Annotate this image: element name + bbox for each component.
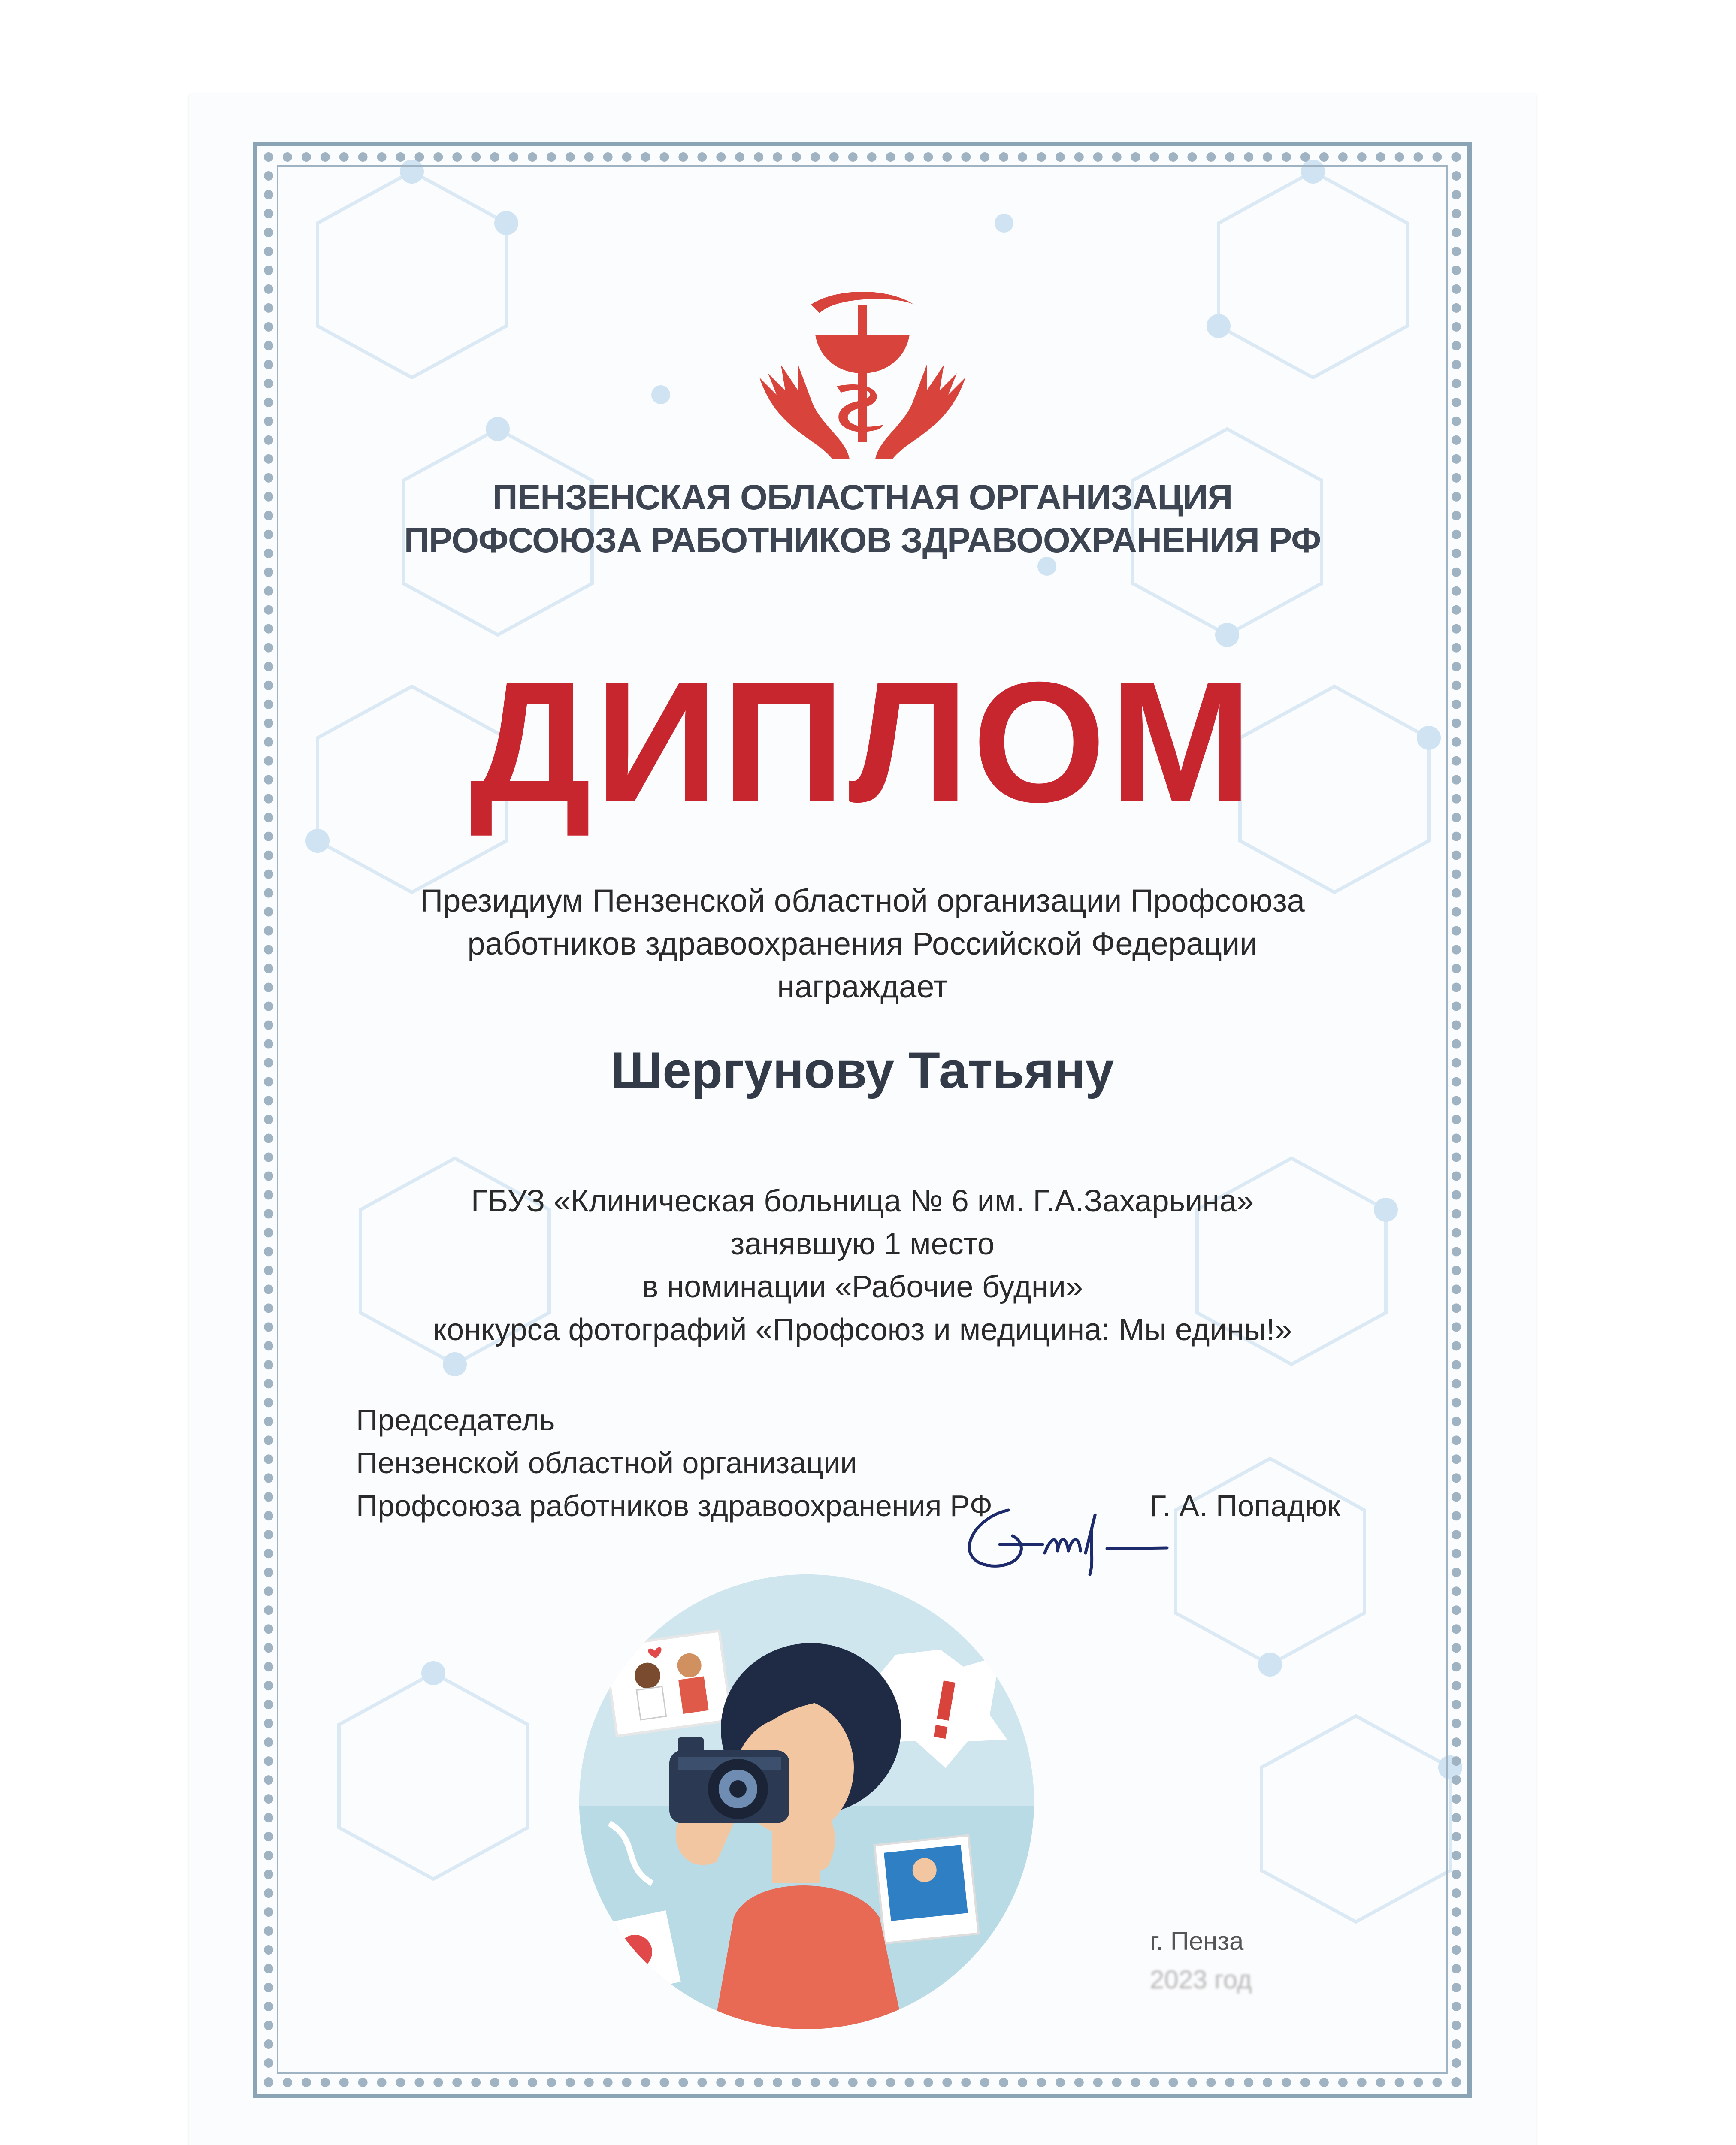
award-intro: [360, 879, 1364, 1008]
signatory-title-line2: Пензенской областной организации: [356, 1446, 857, 1480]
diploma-sheet: [189, 94, 1536, 2145]
organization-title-line2: ПРОФСОЮЗА РАБОТНИКОВ ЗДРАВООХРАНЕНИЯ РФ: [404, 521, 1321, 560]
award-details-line4: конкурса фотографий «Профсоюз и медицина: Мы едины!»: [432, 1313, 1292, 1347]
award-intro-line2: работников здравоохранения Российской Федерации: [467, 926, 1258, 961]
signatory-title-line1: Председатель: [356, 1403, 555, 1437]
signatory-name: Г. А. Попадюк: [1150, 1489, 1340, 1523]
award-details-line1: ГБУЗ «Клиническая больница № 6 им. Г.А.Захарьина»: [471, 1184, 1254, 1218]
place: г. Пенза: [1150, 1927, 1244, 1955]
signatory-title-line3: Профсоюза работников здравоохранения РФ: [356, 1489, 993, 1523]
award-intro-line3: награждает: [777, 969, 948, 1004]
award-details: [360, 1180, 1364, 1351]
signatory-title: [356, 1399, 1000, 1527]
organization-title-line1: ПЕНЗЕНСКАЯ ОБЛАСТНАЯ ОРГАНИЗАЦИЯ: [492, 478, 1233, 517]
award-intro-line1: Президиум Пензенской областной организации Профсоюза: [420, 883, 1305, 918]
medical-emblem-hands-icon: [751, 287, 974, 468]
organization-title: [360, 476, 1364, 562]
diploma-heading: ДИПЛОМ: [469, 646, 1256, 838]
recipient-name: Шергунову Татьяну: [611, 1042, 1114, 1099]
place-date: [1150, 1922, 1252, 1999]
photographer-illustration: [571, 1566, 1043, 2038]
date: 2023 год: [1150, 1965, 1252, 1994]
award-details-line2: занявшую 1 место: [730, 1227, 995, 1261]
award-details-line3: в номинации «Рабочие будни»: [642, 1270, 1083, 1304]
